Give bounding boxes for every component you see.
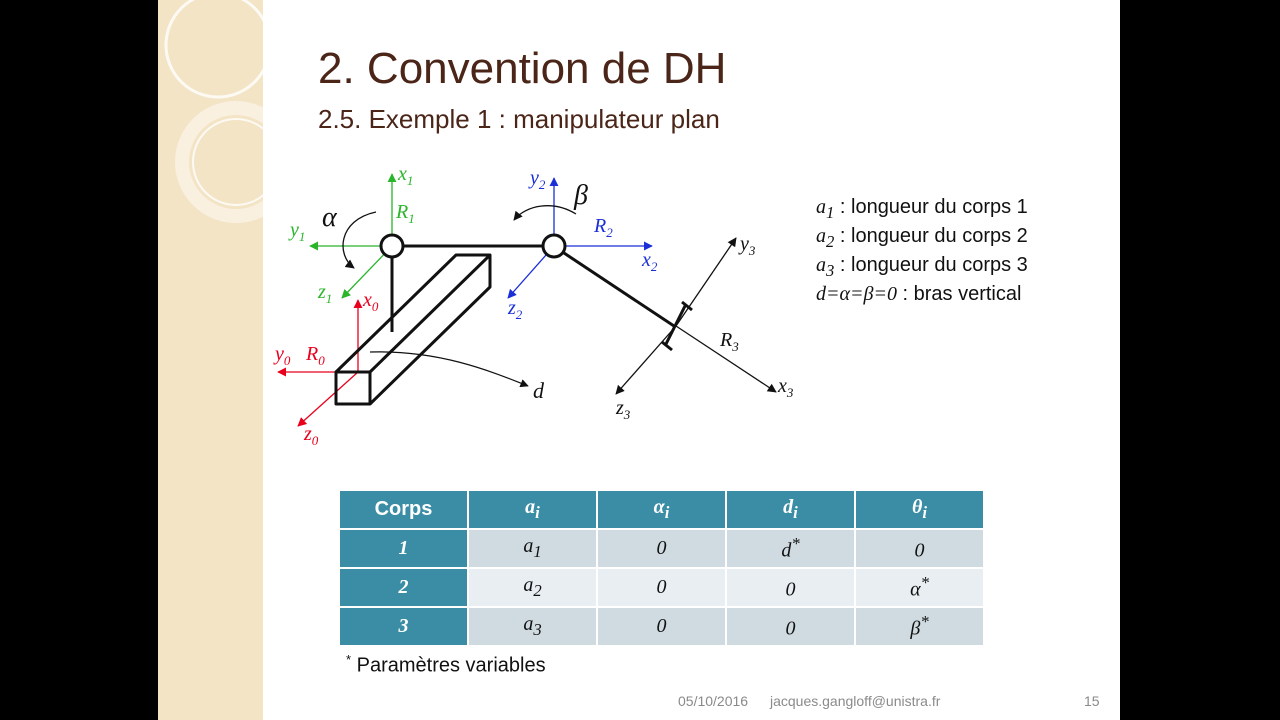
arm-links: [392, 246, 674, 332]
cell-corps: 3: [339, 607, 468, 646]
frame-3-axes: [616, 238, 776, 394]
header-a: $a_i$: [468, 490, 597, 529]
cell-d: 0: [726, 607, 855, 646]
cell-corps: 2: [339, 568, 468, 607]
label-x1: $x_1$: [398, 163, 414, 188]
header-corps: Corps: [339, 490, 468, 529]
legend-item-vertical-arm: d=α=β=0 : bras vertical: [816, 283, 1022, 305]
header-theta: $\theta_i$: [855, 490, 984, 529]
cell-a: $a_2$: [468, 568, 597, 607]
alpha-rotation-arrow: [343, 212, 376, 268]
cell-alpha: 0: [597, 529, 726, 568]
table-header-row: [339, 490, 984, 529]
slide-subtitle: 2.5. Exemple 1 : manipulateur plan: [318, 104, 720, 134]
base-link: [336, 255, 490, 404]
table-row: [339, 568, 984, 607]
legend-item-a2: $a_2$ : longueur du corps 2: [816, 225, 1028, 251]
cell-theta: α*: [855, 568, 984, 607]
legend-item-a1: $a_1$ : longueur du corps 1: [816, 196, 1028, 222]
label-x2: $x_2$: [642, 249, 658, 274]
table-row: [339, 607, 984, 646]
frame-1-axes: [310, 174, 392, 298]
beta-rotation-arrow: [514, 206, 576, 220]
cell-d: 0: [726, 568, 855, 607]
footer-email: jacques.gangloff@unistra.fr: [770, 693, 941, 709]
label-x0: $x_0$: [363, 289, 379, 314]
joint-1: [381, 235, 403, 257]
label-x3: $x_3$: [778, 375, 794, 400]
cell-a: $a_1$: [468, 529, 597, 568]
variable-parameters-note: * Paramètres variables: [346, 652, 546, 677]
footer-date: 05/10/2016: [678, 693, 749, 709]
table-row: [339, 529, 984, 568]
label-z3: $z_3$: [616, 397, 631, 422]
label-R2: $R_2$: [594, 215, 613, 240]
header-alpha: $\alpha_i$: [597, 490, 726, 529]
cell-theta: β*: [855, 607, 984, 646]
label-z1: $z_1$: [318, 281, 333, 306]
header-d: $d_i$: [726, 490, 855, 529]
label-R3: $R_3$: [720, 329, 739, 354]
label-R1: $R_1$: [396, 201, 415, 226]
dh-parameter-table: [338, 489, 985, 647]
label-y1: $y_1$: [290, 219, 306, 244]
label-R0: $R_0$: [306, 343, 325, 368]
joint-2: [543, 235, 565, 257]
legend-item-a3: $a_3$ : longueur du corps 3: [816, 254, 1028, 280]
cell-alpha: 0: [597, 568, 726, 607]
label-z2: $z_2$: [508, 297, 523, 322]
label-y0: $y_0$: [275, 343, 291, 368]
footer-page-number: 15: [1084, 693, 1100, 709]
label-y2: $y_2$: [530, 167, 546, 192]
cell-d: d*: [726, 529, 855, 568]
label-z0: $z_0$: [304, 423, 319, 448]
label-beta: β: [574, 180, 588, 211]
label-y3: $y_3$: [740, 233, 756, 258]
cell-alpha: 0: [597, 607, 726, 646]
slide: [158, 0, 1120, 720]
label-d: d: [533, 378, 544, 403]
slide-title: 2. Convention de DH: [318, 44, 727, 93]
label-alpha: α: [322, 202, 337, 233]
cell-a: $a_3$: [468, 607, 597, 646]
cell-corps: 1: [339, 529, 468, 568]
cell-theta: 0: [855, 529, 984, 568]
